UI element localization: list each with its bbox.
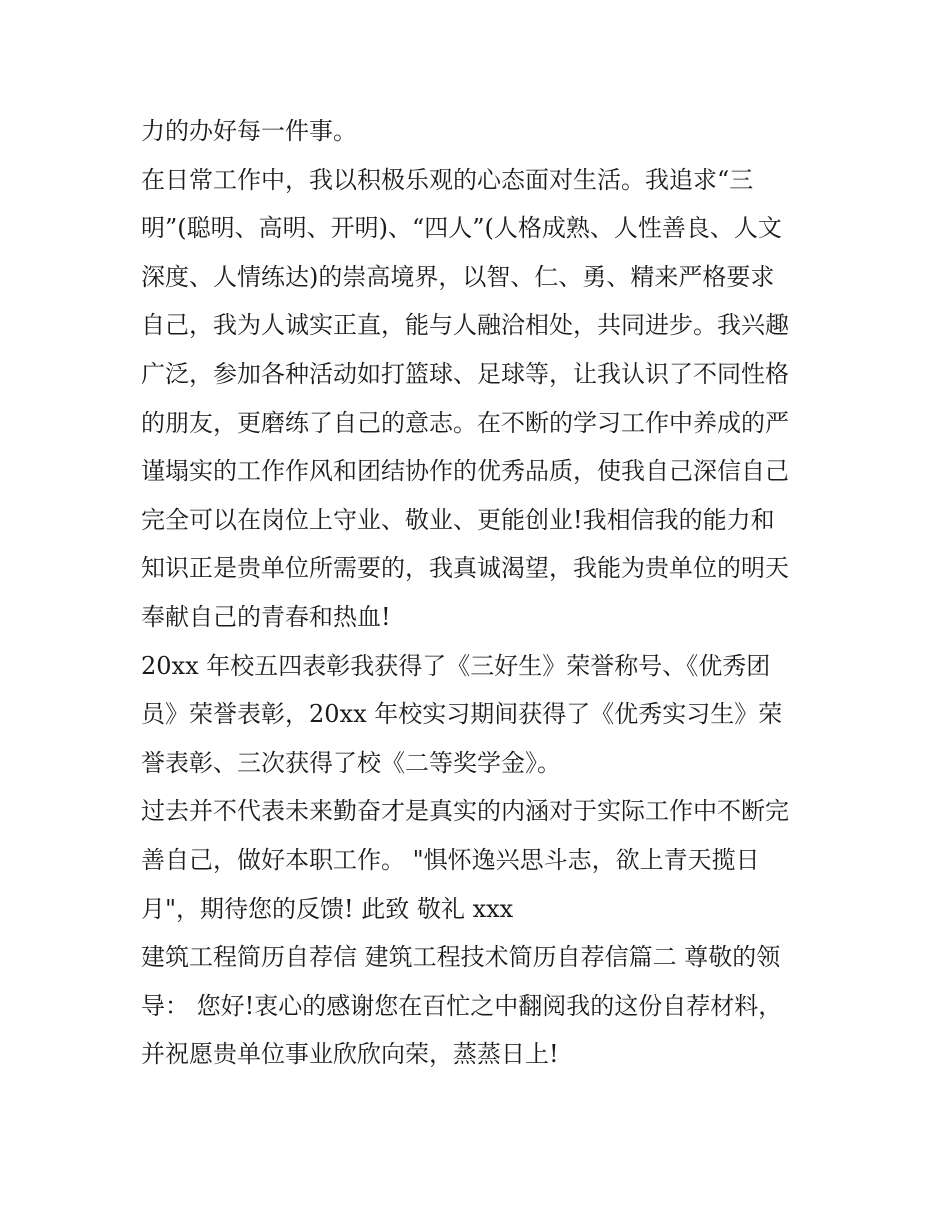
text-line: 完全可以在岗位上守业、敬业、更能创业!我相信我的能力和 — [141, 505, 775, 534]
text-line: 导： 您好!衷心的感谢您在百忙之中翻阅我的这份自荐材料， — [141, 991, 783, 1020]
text-line: 20xx 年校五四表彰我获得了《三好生》荣誉称号、《优秀团 — [141, 651, 771, 680]
text-line: 知识正是贵单位所需要的，我真诚渴望，我能为贵单位的明天 — [141, 554, 789, 583]
text-line: 明”(聪明、高明、开明)、“四人”(人格成熟、人性善良、人文 — [141, 214, 782, 243]
text-line: 并祝愿贵单位事业欣欣向荣，蒸蒸日上! — [141, 1040, 559, 1069]
text-line: 过去并不代表未来勤奋才是真实的内涵对于实际工作中不断完 — [141, 797, 789, 826]
text-line: 誉表彰、三次获得了校《二等奖学金》。 — [141, 748, 561, 777]
text-line: 广泛，参加各种活动如打篮球、足球等，让我认识了不同性格 — [141, 359, 789, 388]
text-line: 善自己，做好本职工作。 "惧怀逸兴思斗志，欲上青天揽日 — [141, 845, 760, 874]
text-line: 奉献自己的青春和热血! — [141, 602, 391, 631]
text-line: 深度、人情练达)的崇高境界，以智、仁、勇、精来严格要求 — [141, 262, 775, 291]
text-line: 在日常工作中，我以积极乐观的心态面对生活。我追求“三 — [141, 165, 754, 194]
text-line: 谨塌实的工作作风和团结协作的优秀品质，使我自己深信自己 — [141, 457, 789, 486]
body-text — [141, 107, 821, 1079]
text-line: 自己，我为人诚实正直，能与人融洽相处，共同进步。我兴趣 — [141, 311, 789, 340]
text-line: 力的办好每一件事。 — [141, 117, 357, 145]
text-line: 建筑工程简历自荐信 建筑工程技术简历自荐信篇二 尊敬的领 — [141, 943, 781, 972]
text-line: 月"，期待您的反馈! 此致 敬礼 xxx — [141, 894, 514, 923]
text-line: 的朋友，更磨练了自己的意志。在不断的学习工作中养成的严 — [141, 408, 789, 437]
text-line: 员》荣誉表彰，20xx 年校实习期间获得了《优秀实习生》荣 — [141, 700, 783, 729]
